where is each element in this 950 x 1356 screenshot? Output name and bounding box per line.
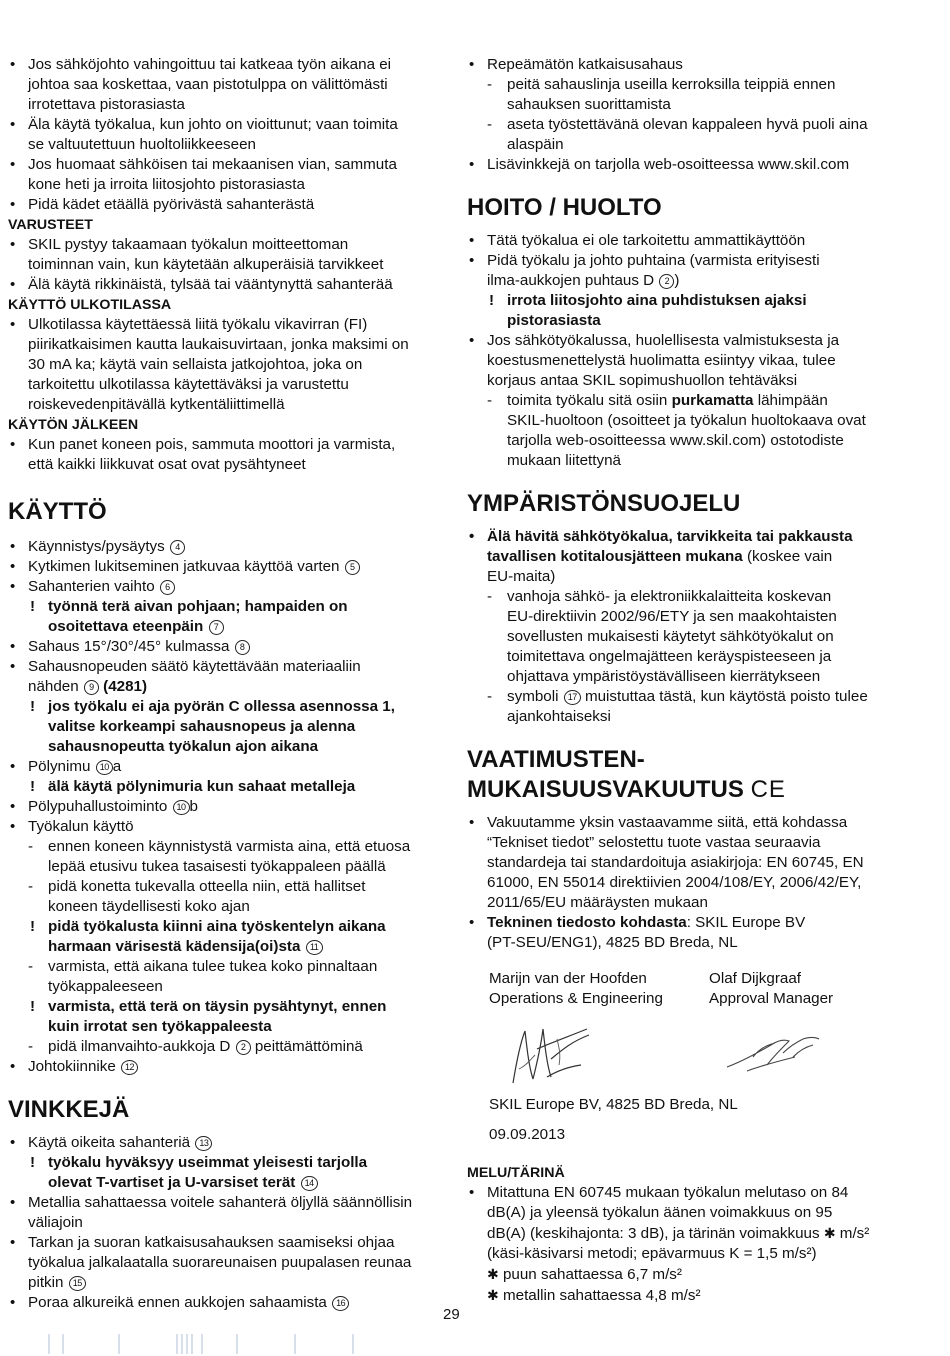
item-text: Poraa alkureikä ennen aukkojen sahaamista <box>28 1294 327 1311</box>
dash-line: - peitä sahauslinja useilla kerroksilla teippiä ennen <box>467 75 909 95</box>
warning-line: ! työnnä terä aivan pohjaan; hampaiden on <box>8 597 444 617</box>
asterisk-icon: ✱ <box>487 1266 499 1282</box>
ref-number: 10 <box>173 800 190 815</box>
signer-name: Olaf Dijkgraaf <box>709 970 802 987</box>
ref-number: 13 <box>195 1136 212 1151</box>
ref-number: 14 <box>301 1176 318 1191</box>
kaytto-item <box>8 637 444 657</box>
varusteet-bullet: • Älä käytä rikkinäistä, tylsää tai vääntynyttä sahanterää <box>8 275 444 295</box>
vinkki-item <box>8 1293 444 1313</box>
dash-line: EU-direktiivin 2002/96/ETY ja sen maakohtaisten <box>507 608 837 625</box>
item-text: Kytkimen lukitseminen jatkuvaa käyttöä varten <box>28 558 340 575</box>
dash-line: - aseta työstettävänä olevan kappaleen hyvä puoli aina <box>467 115 909 135</box>
safety-bullet: • Jos huomaat sähköisen tai mekaanisen vian, sammuta <box>8 155 444 175</box>
edge-mark <box>352 1334 354 1354</box>
vaatimus-line: “Tekniset tiedot” selostettu tuote vastaa seuraavia <box>487 834 821 851</box>
vinkki-item: • Metallia sahattaessa voitele sahanterä öljyllä säännöllisin <box>8 1193 444 1213</box>
warning-line: ! työkalu hyväksyy useimmat yleisesti tarjolla <box>8 1153 444 1173</box>
item-text: ) <box>674 272 680 289</box>
item-text: (koskee vain <box>746 548 833 565</box>
kaytto-item <box>8 757 444 777</box>
vaatimus-line: 61000, EN 55014 direktiivien 2004/108/EY, 2006/42/EY, <box>487 874 862 891</box>
item-text: : SKIL Europe BV <box>686 914 806 931</box>
warning-line: ! jos työkalu ei aja pyörän C ollessa asennossa 1, <box>8 697 444 717</box>
safety-line: irrotettava pistorasiasta <box>28 96 186 113</box>
tip-item: • Lisävinkkejä on tarjolla web-osoitteessa www.skil.com <box>467 155 909 175</box>
emphasis-text: purkamatta <box>671 392 754 409</box>
warning-text: harmaan värisestä kädensija(oi)sta <box>48 938 301 955</box>
dash-line: toimitettava ongelmajätteen keräyspisteeseen ja <box>507 648 832 665</box>
kaytto-line <box>8 677 444 697</box>
jalkeen-bullet: • Kun panet koneen pois, sammuta moottori ja varmista, <box>8 435 444 455</box>
kaytto-heading: KÄYTTÖ <box>8 498 107 525</box>
kaytto-item <box>8 557 444 577</box>
signature-a-image <box>507 1019 597 1089</box>
ref-number: 8 <box>235 640 250 655</box>
ymparisto-heading: YMPÄRISTÖNSUOJELU <box>467 490 741 517</box>
edge-mark <box>201 1334 203 1354</box>
dash-line: - varmista, että aikana tulee tukea koko pinnaltaan <box>8 957 444 977</box>
hoito-line: koestusmenettelystä huolimatta esiintyy vikaa, tulee <box>487 352 836 369</box>
item-text: peittämättöminä <box>254 1038 363 1055</box>
item-text: Johtokiinnike <box>28 1058 116 1075</box>
dash-line: työkappaleeseen <box>48 978 163 995</box>
ref-number: 5 <box>345 560 360 575</box>
ulkotila-line: piirikatkaisimen kautta laukaisuvirtaan, jonka maksimi on <box>28 336 409 353</box>
dash-line <box>467 391 909 411</box>
ref-number: 15 <box>69 1276 86 1291</box>
safety-bullet: • Äla käytä työkalua, kun johto on vioittunut; vaan toimita <box>8 115 444 135</box>
melu-line <box>467 1264 909 1285</box>
signature-date: 09.09.2013 <box>489 1126 566 1143</box>
ulkotila-line: 30 mA ka; käytä vain sellaista jatkojohtoa, joka on <box>28 356 363 373</box>
kaytto-item <box>8 797 444 817</box>
safety-bullet: • Jos sähköjohto vahingoittuu tai katkeaa työn aikana ei <box>8 55 444 75</box>
ref-number: 17 <box>564 690 581 705</box>
kaytto-item: • Työkalun käyttö <box>8 817 444 837</box>
item-text: symboli <box>507 688 559 705</box>
vinkki-line: työkalua jalkalaatalla suorareunaisen puupalasen reunaa <box>28 1254 412 1271</box>
dash-line <box>8 1037 444 1057</box>
item-text: nähden <box>28 678 79 695</box>
safety-bullet: • Pidä kädet etäällä pyörivästä sahanterästä <box>8 195 444 215</box>
vinkki-item <box>8 1133 444 1153</box>
melu-line: (käsi-käsivarsi metodi; epävarmuus K = 1,5 m/s²) <box>487 1245 817 1262</box>
right-column <box>467 55 909 1306</box>
dash-line: sahauksen suorittamista <box>507 96 671 113</box>
signatures <box>467 1019 909 1095</box>
unit-text: m/s² <box>839 1225 870 1242</box>
ulkotila-line: roiskevedenpitävällä kytkentäliittimellä <box>28 396 285 413</box>
company-line: SKIL Europe BV, 4825 BD Breda, NL <box>489 1096 738 1113</box>
ref-number: 2 <box>659 274 674 289</box>
ulkotila-bullet: • Ulkotilassa käytettäessä liitä työkalu vikavirran (FI) <box>8 315 444 335</box>
item-text: pidä ilmanvaihto-aukkoja D <box>48 1038 231 1055</box>
ref-number: 7 <box>209 620 224 635</box>
edge-mark <box>186 1334 188 1354</box>
emphasis-text: tavallisen kotitalousjätteen mukana <box>487 548 743 565</box>
ref-number: 12 <box>121 1060 138 1075</box>
safety-line: kone heti ja irroita liitosjohto pistorasiasta <box>28 176 305 193</box>
jalkeen-line: että kaikki liikkuvat osat ovat pysähtyneet <box>28 456 306 473</box>
signer-a <box>489 969 663 1009</box>
warning-line: ! pidä työkalusta kiinni aina työskentelyn aikana <box>8 917 444 937</box>
ref-number: 9 <box>84 680 99 695</box>
item-text: Pölypuhallustoiminto <box>28 798 168 815</box>
item-text: lähimpään <box>757 392 828 409</box>
hoito-item: • Tätä työkalua ei ole tarkoitettu ammattikäyttöön <box>467 231 909 251</box>
edge-mark <box>118 1334 120 1354</box>
kaytto-item: • Sahausnopeuden säätö käytettävään materiaaliin <box>8 657 444 677</box>
melu-heading: MELU/TÄRINÄ <box>467 1165 565 1181</box>
vaatimus-heading <box>467 745 909 805</box>
item-text: Pölynimu <box>28 758 91 775</box>
ref-number: 4 <box>170 540 185 555</box>
warning-line <box>8 937 444 957</box>
tip-item: • Repeämätön katkaisusahaus <box>467 55 909 75</box>
vaatimus-item: • Vakuutamme yksin vastaavamme siitä, että kohdassa <box>467 813 909 833</box>
hoito-item: • Jos sähkötyökalussa, huolellisesta valmistuksesta ja <box>467 331 909 351</box>
page-number: 29 <box>443 1306 460 1323</box>
dash-line: lepää etusivu tukea tasaisesti työkappaleen päällä <box>48 858 386 875</box>
item-text: muistuttaa tästä, kun käytöstä poisto tulee <box>584 688 868 705</box>
item-text: metallin sahattaessa 4,8 m/s² <box>502 1287 701 1304</box>
melu-item: • Mitattuna EN 60745 mukaan työkalun melutaso on 84 <box>467 1183 909 1203</box>
item-suffix: b <box>189 798 198 815</box>
warning-line <box>8 617 444 637</box>
dash-line: sovellusten mukaisesti käytetyt sähkötyökalut on <box>507 628 834 645</box>
ulkotila-line: tarkoitettu ulkotilassa käytettäväksi ja varustettu <box>28 376 349 393</box>
kaytto-item <box>8 537 444 557</box>
dash-line: ajankohtaiseksi <box>507 708 611 725</box>
safety-line: johtoa saa koskettaa, vaan pistotulppa on välittömästi <box>28 76 388 93</box>
warning-line: pistorasiasta <box>507 312 601 329</box>
emphasis-text: Tekninen tiedosto kohdasta <box>487 914 687 931</box>
warning-line <box>8 1173 444 1193</box>
item-text: pitkin <box>28 1274 64 1291</box>
warning-line: ! irrota liitosjohto aina puhdistuksen ajaksi <box>467 291 909 311</box>
hoito-item: • Pidä työkalu ja johto puhtaina (varmista erityisesti <box>467 251 909 271</box>
left-column <box>8 55 444 1313</box>
dash-line: ohjattava ympäristöystävälliseen kierrätykseen <box>507 668 821 685</box>
dash-line: - vanhoja sähkö- ja elektroniikkalaitteita koskevan <box>467 587 909 607</box>
item-text: dB(A) (keskihajonta: 3 dB), ja tärinän voimakkuus <box>487 1225 820 1242</box>
vinkki-line <box>8 1273 444 1293</box>
dash-line: - ennen koneen käynnistystä varmista aina, että etuosa <box>8 837 444 857</box>
dash-line: SKIL-huoltoon (osoitteet ja työkalun huoltokaava ovat <box>507 412 866 429</box>
warning-line: valitse korkeampi sahausnopeus ja alenna <box>48 718 356 735</box>
vaatimus-heading-line: VAATIMUSTEN- <box>467 746 645 773</box>
ref-number: 2 <box>236 1040 251 1055</box>
dash-line <box>467 687 909 707</box>
vaatimus-item <box>467 913 909 933</box>
hoito-line <box>467 271 909 291</box>
vaatimus-line: standardeja tai standardoituja asiakirjoja: EN 60745, EN <box>487 854 864 871</box>
melu-line: dB(A) ja yleensä työkalun äänen voimakkuus on 95 <box>487 1204 833 1221</box>
melu-line <box>467 1223 909 1244</box>
edge-mark <box>62 1334 64 1354</box>
heading-text: MUKAISUUSVAKUUTUS <box>467 776 744 803</box>
dash-line: koneen täydellisesti koko ajan <box>48 898 250 915</box>
item-suffix: a <box>112 758 122 775</box>
vaatimus-heading-line <box>467 775 909 805</box>
item-text: toimita työkalu sitä osiin <box>507 392 668 409</box>
vinkki-item: • Tarkan ja suoran katkaisusahauksen saamiseksi ohjaa <box>8 1233 444 1253</box>
item-text: Käynnistys/pysäytys <box>28 538 165 555</box>
edge-mark <box>294 1334 296 1354</box>
signers <box>467 969 909 1009</box>
item-text: ilma-aukkojen puhtaus D <box>487 272 655 289</box>
varusteet-line: toiminnan vain, kun käytetään alkuperäisiä tarvikkeet <box>28 256 384 273</box>
dash-line: mukaan liitettynä <box>507 452 621 469</box>
signer-name: Marijn van der Hoofden <box>489 970 647 987</box>
vaatimus-line: (PT-SEU/ENG1), 4825 BD Breda, NL <box>487 934 738 951</box>
signer-b <box>709 969 833 1009</box>
signature-b-image <box>723 1027 823 1077</box>
varusteet-bullet: • SKIL pystyy takaamaan työkalun moitteettoman <box>8 235 444 255</box>
model-number: (4281) <box>103 678 148 695</box>
ce-mark: CE <box>750 776 786 803</box>
ref-number: 16 <box>332 1296 349 1311</box>
warning-line: ! älä käytä pölynimuria kun sahaat metalleja <box>8 777 444 797</box>
warning-line: kuin irrotat sen työkappaleesta <box>48 1018 272 1035</box>
dash-line: tarjolla web-osoitteessa www.skil.com) ostotodiste <box>507 432 844 449</box>
edge-mark <box>176 1334 178 1354</box>
melu-line <box>467 1285 909 1306</box>
vaatimus-line: 2011/65/EU määräysten mukaan <box>487 894 708 911</box>
hoito-heading: HOITO / HUOLTO <box>467 194 662 221</box>
edge-mark <box>236 1334 238 1354</box>
item-text: puun sahattaessa 6,7 m/s² <box>502 1266 682 1283</box>
item-text: Sahanterien vaihto <box>28 578 155 595</box>
asterisk-icon: ✱ <box>487 1287 499 1303</box>
ymparisto-line: EU-maita) <box>487 568 556 585</box>
vinkki-line: väliajoin <box>28 1214 83 1231</box>
warning-line: ! varmista, että terä on täysin pysähtynyt, ennen <box>8 997 444 1017</box>
ymparisto-line <box>467 547 909 567</box>
edge-mark <box>48 1334 50 1354</box>
kaytto-item <box>8 577 444 597</box>
signer-title: Operations & Engineering <box>489 990 663 1007</box>
dash-line: - pidä konetta tukevalla otteella niin, että hallitset <box>8 877 444 897</box>
warning-line: sahausnopeutta työkalun ajon aikana <box>48 738 319 755</box>
safety-line: se valtuutettuun huoltoliikkeeseen <box>28 136 256 153</box>
hoito-line: korjaus antaa SKIL sopimushuollon tehtäväksi <box>487 372 798 389</box>
ref-number: 11 <box>306 940 323 955</box>
edge-marks <box>0 1334 400 1356</box>
warning-text: olevat T-vartiset ja U-varsiset terät <box>48 1174 296 1191</box>
signer-title: Approval Manager <box>709 990 834 1007</box>
ymparisto-item: • Älä hävitä sähkötyökalua, tarvikkeita tai pakkausta <box>467 527 909 547</box>
dash-line: alaspäin <box>507 136 564 153</box>
warning-text: osoitettava eteenpäin <box>48 618 204 635</box>
jalkeen-heading: KÄYTÖN JÄLKEEN <box>8 417 139 433</box>
edge-mark <box>181 1334 183 1354</box>
item-text: Käytä oikeita sahanteriä <box>28 1134 191 1151</box>
edge-mark <box>191 1334 193 1354</box>
asterisk-icon: ✱ <box>823 1225 836 1241</box>
ref-number: 6 <box>160 580 175 595</box>
kaytto-item <box>8 1057 444 1077</box>
item-text: Sahaus 15°/30°/45° kulmassa <box>28 638 230 655</box>
ref-number: 10 <box>96 760 113 775</box>
vinkkeja-heading: VINKKEJÄ <box>8 1096 130 1123</box>
ulkotila-heading: KÄYTTÖ ULKOTILASSA <box>8 297 172 313</box>
varusteet-heading: VARUSTEET <box>8 217 93 233</box>
